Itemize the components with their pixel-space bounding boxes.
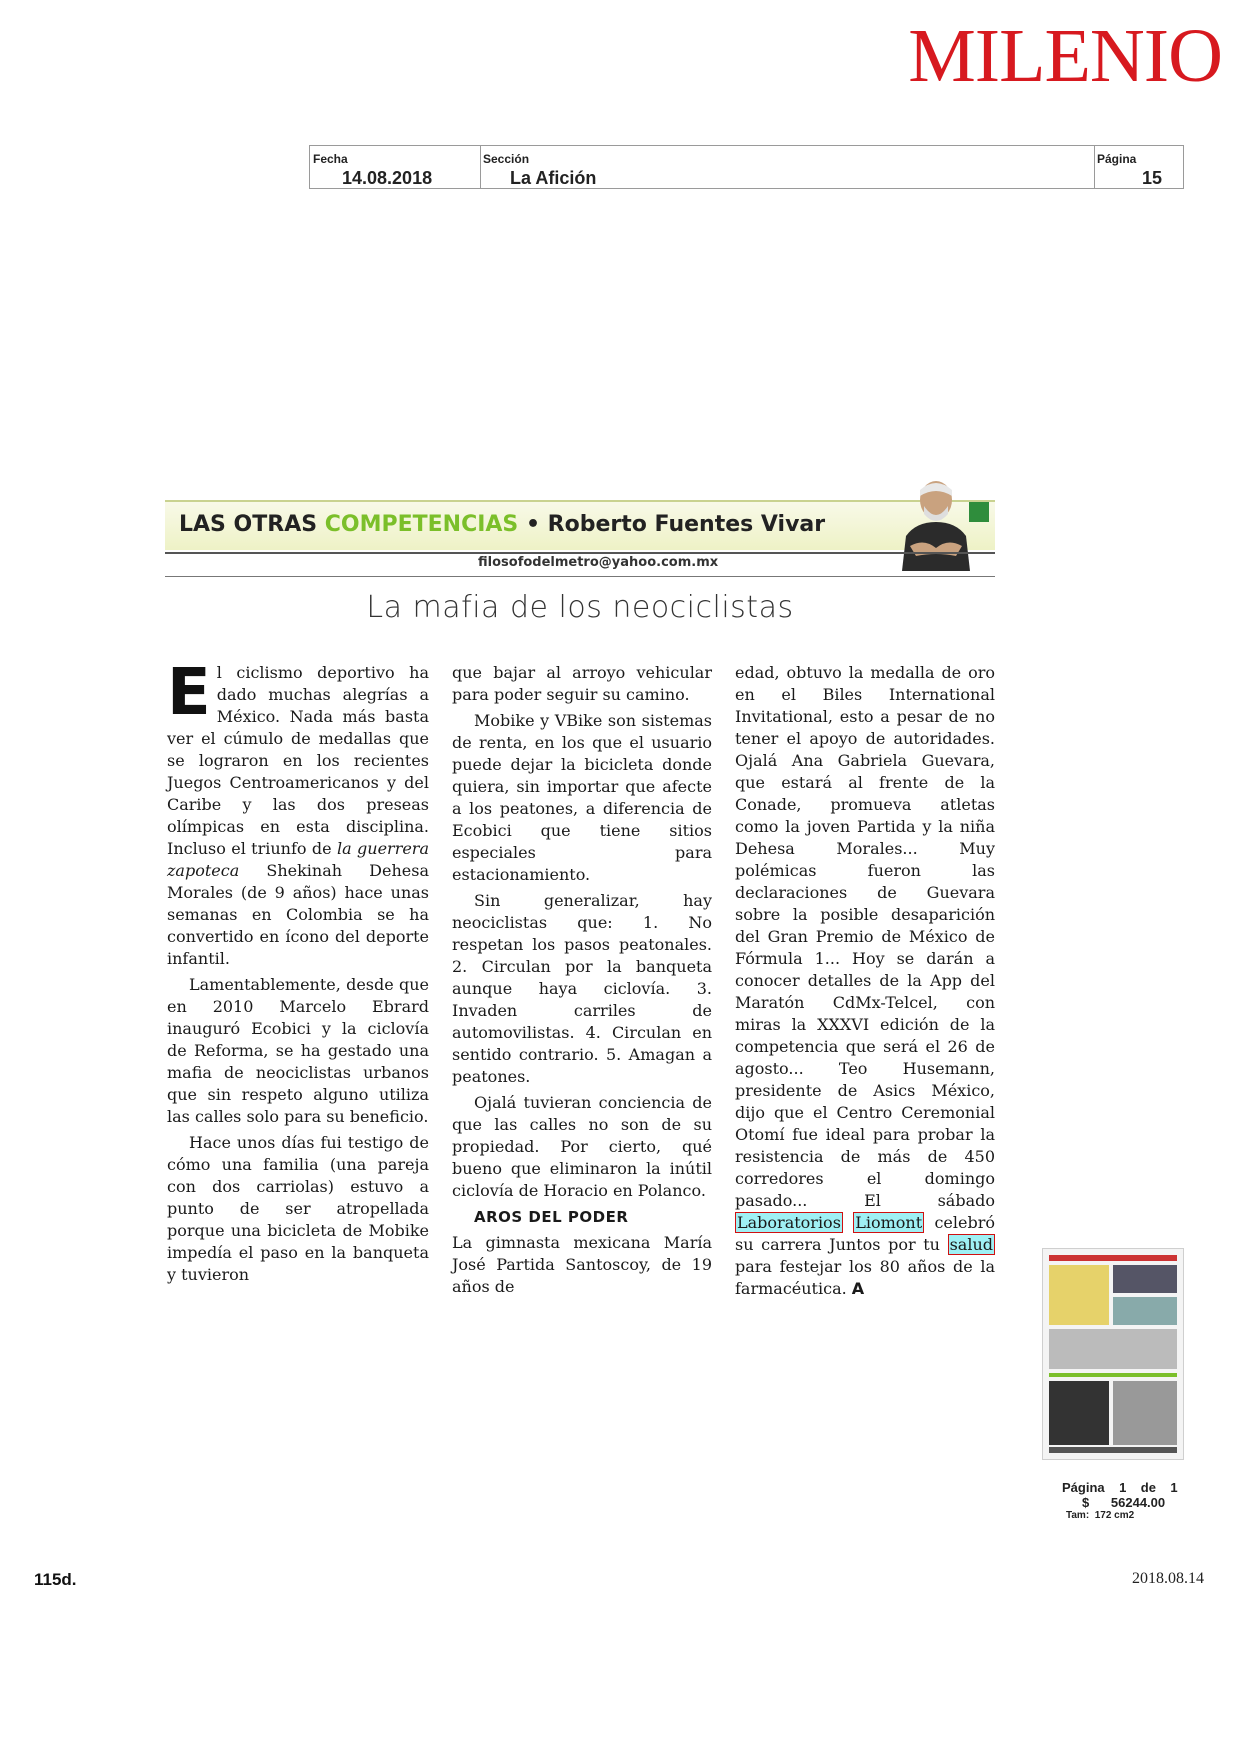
p1-end: Shekinah Dehesa Morales (de 9 años) hace unas semanas en Colombia se ha convertido en ícono del deporte infantil. — [167, 861, 429, 968]
article-paragraph — [735, 662, 995, 1300]
meta-pagina-cell — [1094, 146, 1183, 188]
meta-table — [309, 145, 1184, 189]
document-code: 115d. — [34, 1570, 77, 1589]
article-paragraph: que bajar al arroyo vehicular para poder seguir su camino. — [452, 663, 712, 704]
article-column-3 — [735, 662, 995, 1304]
meta-fecha-cell — [310, 146, 481, 188]
article-paragraph — [167, 656, 429, 970]
pagina-value: 15 — [1142, 168, 1163, 188]
page-total: 1 — [1170, 1480, 1178, 1495]
p1-italic: la guerrera zapoteca — [167, 839, 429, 880]
highlight-liomont: Liomont — [855, 1213, 923, 1232]
tam-value: 172 cm2 — [1094, 1510, 1135, 1521]
p9-end: para festejar los 80 años de la farmacéutica. — [735, 1257, 995, 1298]
column-title — [179, 512, 825, 537]
end-mark: A — [851, 1279, 865, 1298]
p9-mid: celebró su carrera Juntos por tu — [735, 1213, 995, 1254]
page-count — [1062, 1480, 1178, 1495]
banner-rule-bottom — [165, 576, 995, 577]
seccion-value: La Afición — [510, 168, 597, 188]
page-num: 1 — [1119, 1480, 1127, 1495]
column-title-part1: LAS OTRAS — [179, 512, 325, 537]
date-stamp: 2018.08.14 — [1132, 1570, 1204, 1587]
highlight-salud: salud — [949, 1235, 993, 1254]
meta-seccion-cell — [480, 146, 1095, 188]
author-email: filosofodelmetro@yahoo.com.mx — [478, 555, 719, 570]
highlight-laboratorios: Laboratorios — [737, 1213, 841, 1232]
tam-row — [1066, 1510, 1178, 1521]
article-paragraph: Lamentablemente, desde que en 2010 Marcelo Ebrard inauguró Ecobici y la ciclovía de Reforma, se ha gestado una mafia de neociclistas urbanos que sin respeto alguno utiliza las calles solo para su beneficio. — [167, 975, 429, 1126]
column-author: Roberto Fuentes Vivar — [547, 512, 826, 537]
article-column-1 — [167, 656, 429, 1290]
subhead-aros-del-poder: AROS DEL PODER — [474, 1208, 629, 1226]
article-paragraph: Mobike y VBike son sistemas de renta, en los que el usuario puede dejar la bicicleta donde quiera, sin importar que afecte a los peatones, a diferencia de Ecobici que tiene sitios especiales para estacionamiento. — [452, 711, 712, 884]
article-paragraph: La gimnasta mexicana María José Partida Santoscoy, de 19 años de — [452, 1233, 712, 1296]
dropcap: E — [167, 656, 211, 730]
fecha-label: Fecha — [313, 152, 348, 166]
page-de: de — [1140, 1480, 1156, 1495]
article-column-2 — [452, 662, 712, 1302]
column-title-part2: COMPETENCIAS — [324, 512, 519, 537]
column-banner — [165, 500, 995, 550]
banner-rule-top — [165, 552, 995, 554]
article-paragraph: Sin generalizar, hay neociclistas que: 1. No respetan los pasos peatonales. 2. Circulan por la banqueta aunque haya ciclovía. 3. Invaden carriles de automovilistas. 4. Circulan en sentido contrario. 5. Amagan a peatones. — [452, 891, 712, 1086]
p1-text: l ciclismo deportivo ha dado muchas alegrías a México. Nada más basta ver el cúmulo de medallas que se lograron en los recientes Juegos Centroamericanos y del Caribe y las dos preseas olímpicas en esta disciplina. Incluso el triunfo de — [167, 663, 429, 858]
newspaper-page-thumbnail-icon — [1042, 1248, 1184, 1460]
column-separator: • — [518, 512, 548, 537]
author-photo-icon — [896, 476, 974, 571]
article-paragraph: Hace unos días fui testigo de cómo una familia (una pareja con dos carriolas) estuvo a punto de ser atropellada porque una bicicleta de Mobike impedía el paso en la banqueta y tuvieron — [167, 1133, 429, 1284]
seccion-label: Sección — [483, 152, 530, 166]
currency: $ — [1082, 1495, 1090, 1510]
amount-row — [1082, 1495, 1178, 1510]
p9-text: edad, obtuvo la medalla de oro en el Biles International Invitational, esto a pesar de no tener el apoyo de autoridades. Ojalá Ana Gabriela Guevara, que estará al frente de la Conade, promueva atletas como la joven Partida y la niña Dehesa Morales... Muy polémicas fueron las declaraciones de Guevara sobre la posible desaparición del Gran Premio de México de Fórmula 1... Hoy se darán a conocer detalles de la App del Maratón CdMx-Telcel, con miras la XXXVI edición de la competencia que será el 26 de agosto... Teo Husemann, presidente de Asics México, dijo que el Centro Ceremonial Otomí fue ideal para probar la resistencia de más de 450 corredores el domingo pasado... El sábado — [735, 663, 995, 1210]
tam-label: Tam: — [1066, 1510, 1090, 1521]
amount: 56244.00 — [1110, 1495, 1166, 1510]
milenio-logo: MILENIO — [908, 14, 1222, 98]
page-label: Página — [1062, 1480, 1105, 1495]
pagina-label: Página — [1097, 152, 1137, 166]
article-headline: La mafia de los neociclistas — [366, 590, 794, 625]
article-paragraph: Ojalá tuvieran conciencia de que las calles no son de su propiedad. Por cierto, qué bueno que eliminaron la inútil ciclovía de Horacio en Polanco. — [452, 1093, 712, 1200]
page-info — [1062, 1480, 1178, 1521]
fecha-value: 14.08.2018 — [342, 168, 433, 188]
